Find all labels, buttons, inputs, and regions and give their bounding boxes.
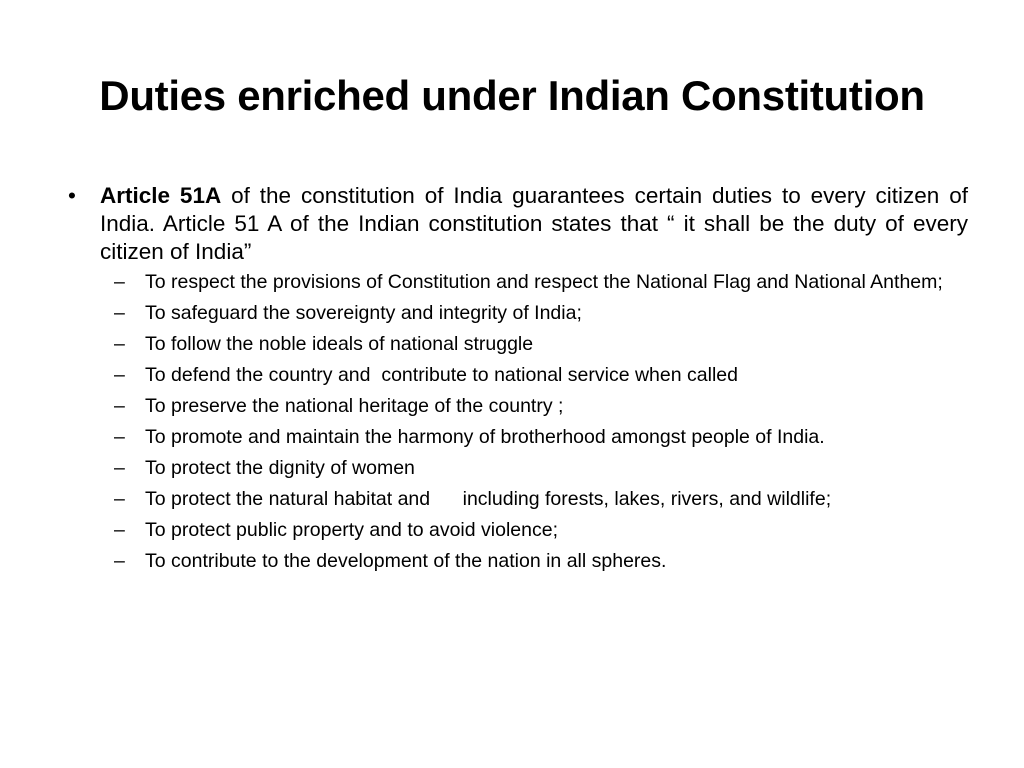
dash-icon: – — [114, 395, 125, 417]
duties-list — [68, 270, 968, 573]
bullet-icon: • — [68, 183, 76, 208]
dash-icon: – — [114, 364, 125, 386]
duty-text: To respect the provisions of Constitution and respect the National Flag and National Anthem; — [145, 271, 943, 293]
list-item — [114, 332, 968, 356]
duty-text: To preserve the national heritage of the country ; — [145, 395, 564, 417]
list-item — [114, 270, 968, 294]
slide-content — [68, 182, 968, 580]
dash-icon: – — [114, 426, 125, 448]
article-reference: Article 51A — [100, 183, 222, 208]
dash-icon: – — [114, 457, 125, 479]
list-item — [114, 394, 968, 418]
dash-icon: – — [114, 333, 125, 355]
dash-icon: – — [114, 519, 125, 541]
list-item — [114, 363, 968, 387]
list-item — [114, 425, 968, 449]
dash-icon: – — [114, 302, 125, 324]
duty-text: To promote and maintain the harmony of brotherhood amongst people of India. — [145, 426, 825, 448]
main-bullet — [68, 182, 968, 266]
main-bullet-text: of the constitution of India guarantees certain duties to every citizen of India. Article 51 A of the Indian constitution states that “ it shall be the duty of every citizen of India” — [100, 183, 968, 264]
list-item — [114, 456, 968, 480]
dash-icon: – — [114, 488, 125, 510]
dash-icon: – — [114, 271, 125, 293]
duty-text: To protect public property and to avoid violence; — [145, 519, 558, 541]
duty-text: To safeguard the sovereignty and integrity of India; — [145, 302, 582, 324]
duty-text: To defend the country and contribute to national service when called — [145, 364, 738, 386]
duty-text: To contribute to the development of the nation in all spheres. — [145, 550, 667, 572]
duty-text: To protect the dignity of women — [145, 457, 415, 479]
list-item — [114, 301, 968, 325]
dash-icon: – — [114, 550, 125, 572]
duty-text: To protect the natural habitat and including forests, lakes, rivers, and wildlife; — [145, 488, 832, 510]
list-item — [114, 549, 968, 573]
slide-title: Duties enriched under Indian Constitution — [99, 72, 925, 119]
duty-text: To follow the noble ideals of national struggle — [145, 333, 534, 355]
list-item — [114, 487, 968, 511]
list-item — [114, 518, 968, 542]
